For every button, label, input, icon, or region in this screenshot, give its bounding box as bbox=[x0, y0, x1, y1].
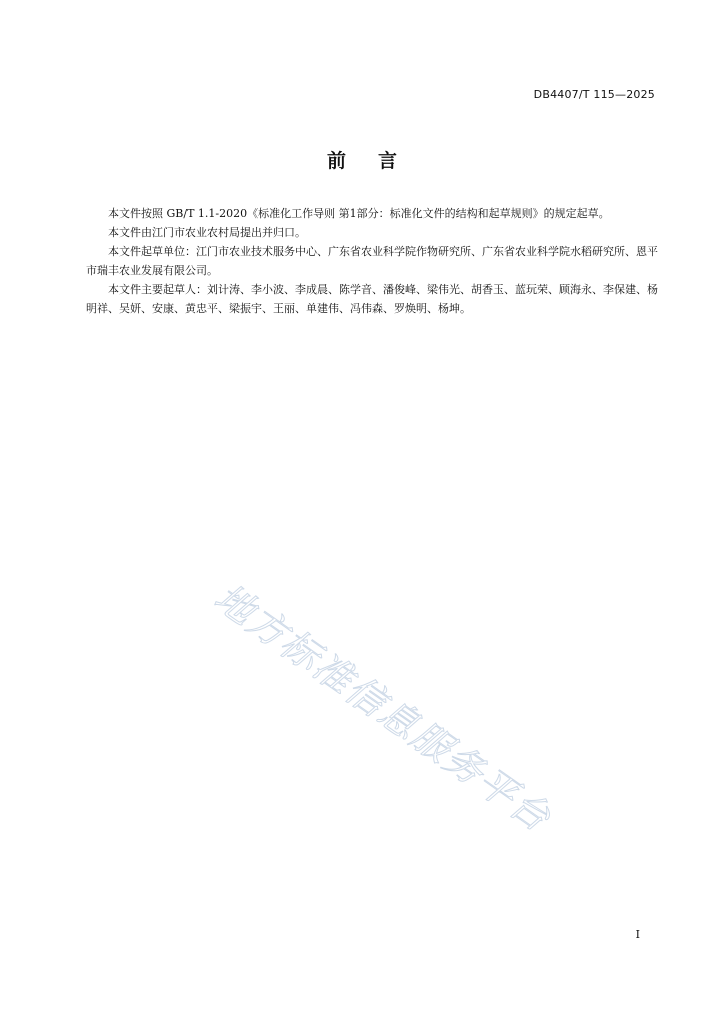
watermark-text: 地方标准信息服务平台 bbox=[206, 575, 560, 841]
paragraph-main-drafters: 本文件主要起草人：刘计涛、李小波、李成晨、陈学音、潘俊峰、梁伟光、胡香玉、蓝玩荣、顾海永、李保建、杨明祥、吴妍、安康、黄忠平、梁振宇、王丽、单建伟、冯伟森、罗焕明、杨坤。 bbox=[86, 283, 658, 315]
page-title bbox=[0, 146, 724, 173]
document-number: DB4407/T 115—2025 bbox=[533, 88, 655, 101]
paragraph-drafting-units: 本文件起草单位：江门市农业技术服务中心、广东省农业科学院作物研究所、广东省农业科学院水稻研究所、恩平市瑞丰农业发展有限公司。 bbox=[86, 245, 658, 277]
page-number: I bbox=[635, 928, 640, 941]
title-char-2: 言 bbox=[378, 150, 398, 172]
foreword-body bbox=[86, 204, 658, 318]
paragraph-proposer: 本文件由江门市农业农村局提出并归口。 bbox=[108, 226, 306, 239]
title-char-1: 前 bbox=[326, 150, 346, 172]
paragraph-drafting-basis: 本文件按照 GB/T 1.1-2020《标准化工作导则 第1部分：标准化文件的结构和起草规则》的规定起草。 bbox=[108, 207, 610, 220]
